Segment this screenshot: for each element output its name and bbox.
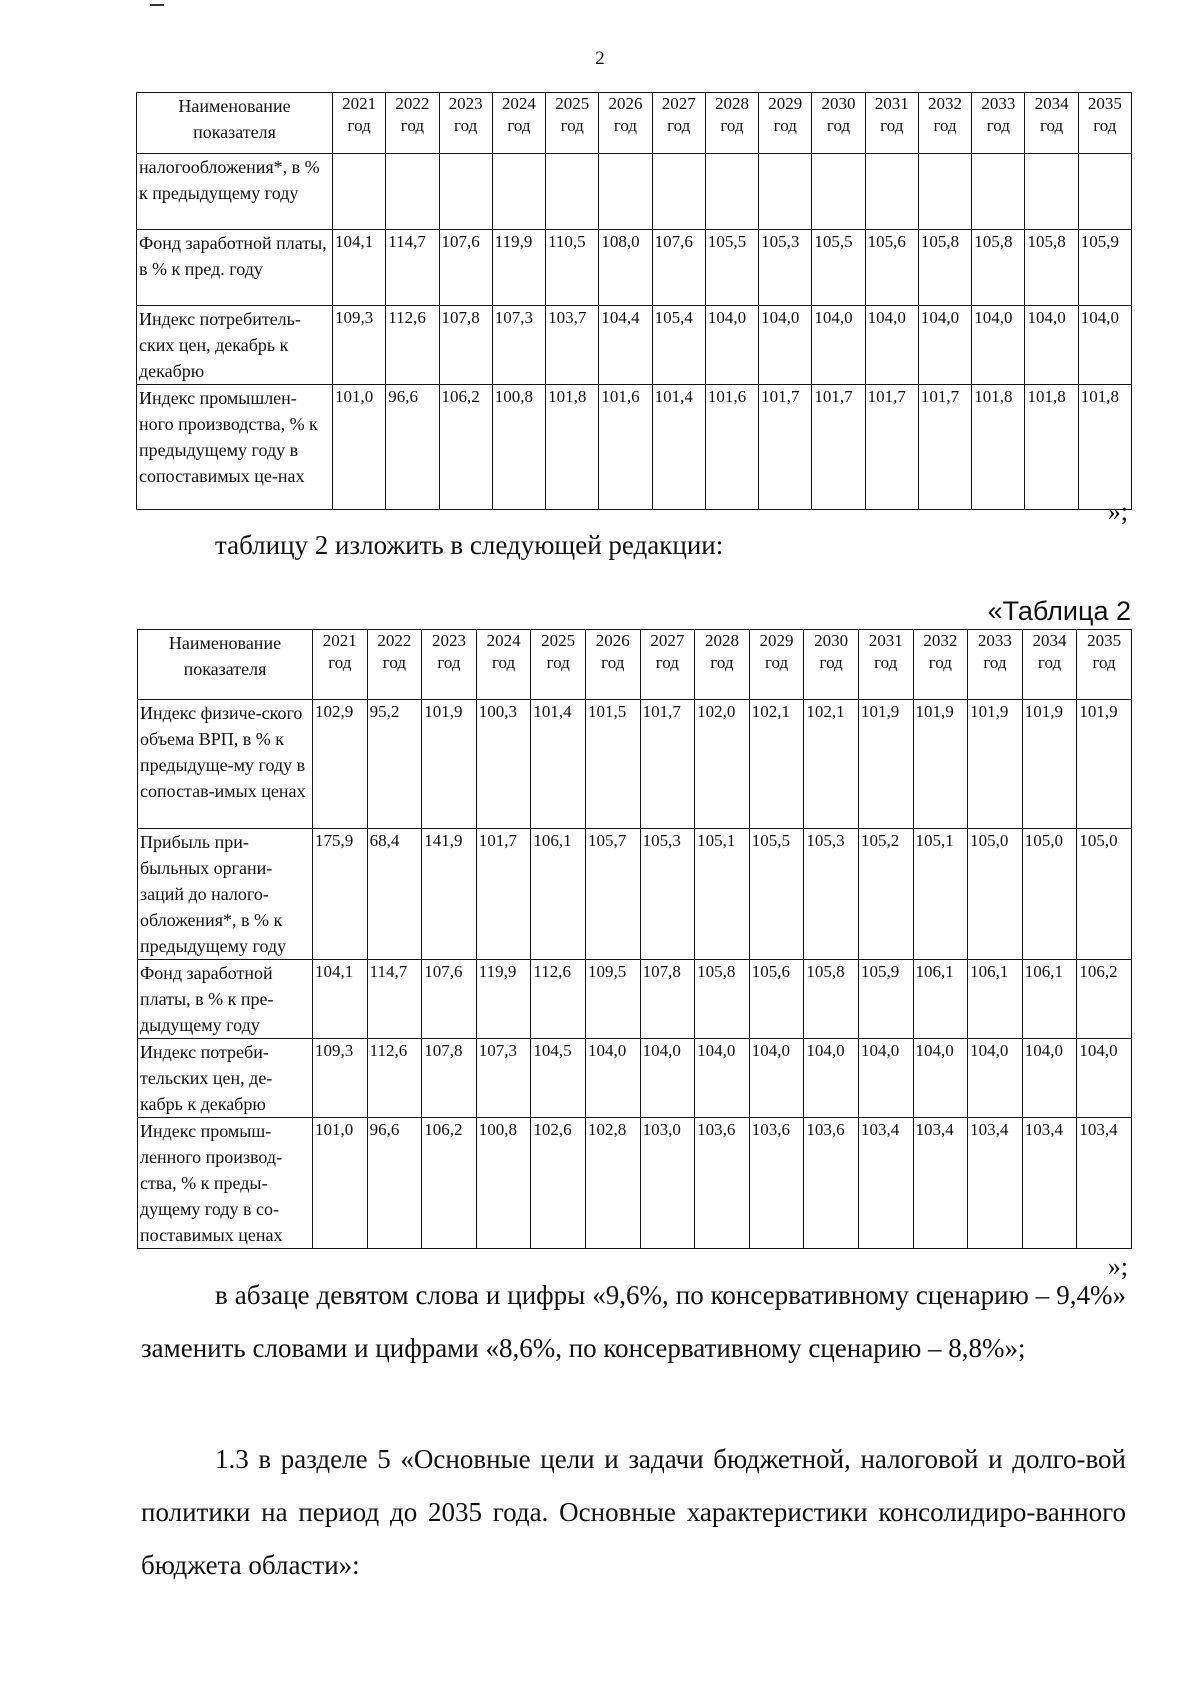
table-cell: 102,1 <box>749 700 804 829</box>
table-row <box>137 306 1132 385</box>
column-header-year: 2022 год <box>386 93 439 154</box>
table-cell: 103,7 <box>546 306 599 385</box>
table-cell: 105,3 <box>759 230 812 306</box>
table-cell: 105,5 <box>812 230 865 306</box>
column-header-year: 2027 год <box>652 93 705 154</box>
row-indicator-name: Индекс физиче-ского объема ВРП, в % к предыдуще-му году в сопостав-имых ценах <box>138 700 313 829</box>
table-cell: 101,9 <box>1077 700 1132 829</box>
table-cell: 101,8 <box>1078 385 1131 510</box>
table-cell: 141,9 <box>422 829 477 960</box>
table-cell <box>812 154 865 230</box>
indicators-table-2 <box>137 629 1132 1249</box>
table-cell: 104,1 <box>313 960 368 1039</box>
column-header-year: 2021 год <box>333 93 386 154</box>
table-cell: 101,4 <box>531 700 586 829</box>
column-header-year: 2032 год <box>918 93 971 154</box>
table-cell: 101,6 <box>599 385 652 510</box>
column-header-year: 2026 год <box>599 93 652 154</box>
table-cell: 104,4 <box>599 306 652 385</box>
table-cell <box>386 154 439 230</box>
table-cell: 101,7 <box>865 385 918 510</box>
table-cell: 101,8 <box>1025 385 1078 510</box>
table-cell: 104,0 <box>918 306 971 385</box>
table-cell: 104,0 <box>865 306 918 385</box>
column-header-year: 2023 год <box>422 630 477 700</box>
row-indicator-name: Индекс промышлен-ного производства, % к предыдущему году в сопоставимых це-нах <box>137 385 333 510</box>
column-header-name: Наименование показателя <box>137 93 333 154</box>
table-cell: 105,6 <box>749 960 804 1039</box>
table-cell: 106,1 <box>968 960 1023 1039</box>
table-cell: 101,6 <box>705 385 758 510</box>
row-indicator-name: Индекс промыш-ленного производ-ства, % к преды-дущему году в со-поставимых ценах <box>138 1118 313 1249</box>
table-cell: 119,9 <box>492 230 545 306</box>
table-cell: 96,6 <box>367 1118 422 1249</box>
table-row <box>137 385 1132 510</box>
table-cell: 106,1 <box>1022 960 1077 1039</box>
table-cell: 103,4 <box>1022 1118 1077 1249</box>
column-header-name: Наименование показателя <box>138 630 313 700</box>
table-row <box>137 154 1132 230</box>
paragraph-replacement: в абзаце девятом слова и цифры «9,6%, по консервативному сценарию – 9,4%» заменить словами и цифрами «8,6%, по консервативному сценарию – 8,8%»; <box>141 1280 1126 1363</box>
table-cell: 112,6 <box>386 306 439 385</box>
table-cell: 101,7 <box>812 385 865 510</box>
column-header-year: 2028 год <box>705 93 758 154</box>
table-cell: 103,6 <box>749 1118 804 1249</box>
table-cell: 100,8 <box>476 1118 531 1249</box>
table-cell: 109,5 <box>585 960 640 1039</box>
table-row <box>137 230 1132 306</box>
table-cell: 107,6 <box>439 230 492 306</box>
table-cell: 105,9 <box>858 960 913 1039</box>
table-cell: 107,8 <box>422 1039 477 1118</box>
table-cell: 101,9 <box>422 700 477 829</box>
intro-text: таблицу 2 изложить в следующей редакции: <box>215 530 724 560</box>
paragraph-section-5: 1.3 в разделе 5 «Основные цели и задачи бюджетной, налоговой и долго-вой политики на период до 2035 года. Основные характеристики консолидиро-ванного бюджета области»: <box>141 1444 1126 1580</box>
table-body <box>138 700 1132 1249</box>
table-cell: 107,8 <box>640 960 695 1039</box>
table-cell: 107,3 <box>492 306 545 385</box>
table-cell: 102,8 <box>585 1118 640 1249</box>
table-cell: 105,7 <box>585 829 640 960</box>
table-row <box>138 1118 1132 1249</box>
table-cell: 105,8 <box>972 230 1025 306</box>
table-cell <box>705 154 758 230</box>
scan-artifact-mark <box>150 0 164 6</box>
table-cell: 104,0 <box>1022 1039 1077 1118</box>
table-cell: 105,8 <box>918 230 971 306</box>
table-cell: 109,3 <box>313 1039 368 1118</box>
table-cell: 101,7 <box>476 829 531 960</box>
table-cell: 104,0 <box>913 1039 968 1118</box>
column-header-year: 2033 год <box>972 93 1025 154</box>
indicators-table-continuation <box>136 92 1132 510</box>
table-cell <box>918 154 971 230</box>
column-header-year: 2030 год <box>804 630 859 700</box>
table-cell: 102,9 <box>313 700 368 829</box>
row-indicator-name: налогообложения*, в % к предыдущему году <box>137 154 333 230</box>
table-cell <box>1025 154 1078 230</box>
table-cell: 101,0 <box>313 1118 368 1249</box>
column-header-year: 2025 год <box>546 93 599 154</box>
table-cell: 103,6 <box>804 1118 859 1249</box>
table-cell: 105,8 <box>804 960 859 1039</box>
table-cell: 103,4 <box>968 1118 1023 1249</box>
table-cell: 110,5 <box>546 230 599 306</box>
table-cell: 105,1 <box>913 829 968 960</box>
table-cell: 101,8 <box>546 385 599 510</box>
table-cell: 104,1 <box>333 230 386 306</box>
table-cell: 101,4 <box>652 385 705 510</box>
column-header-year: 2029 год <box>749 630 804 700</box>
row-indicator-name: Индекс потребитель-ских цен, декабрь к декабрю <box>137 306 333 385</box>
table-header-row <box>137 93 1132 154</box>
table-cell: 106,1 <box>913 960 968 1039</box>
table-cell: 101,7 <box>759 385 812 510</box>
table-cell: 95,2 <box>367 700 422 829</box>
table-cell: 119,9 <box>476 960 531 1039</box>
table-cell: 103,4 <box>913 1118 968 1249</box>
table-cell: 104,0 <box>640 1039 695 1118</box>
table-cell <box>439 154 492 230</box>
table-cell: 112,6 <box>367 1039 422 1118</box>
closing-quote: »; <box>1107 497 1128 526</box>
table-cell <box>865 154 918 230</box>
table-cell: 101,7 <box>918 385 971 510</box>
table-cell: 101,5 <box>585 700 640 829</box>
table-cell: 104,0 <box>759 306 812 385</box>
column-header-year: 2025 год <box>531 630 586 700</box>
column-header-year: 2031 год <box>865 93 918 154</box>
row-indicator-name: Индекс потреби-тельских цен, де-кабрь к декабрю <box>138 1039 313 1118</box>
table-body <box>137 154 1132 510</box>
column-header-year: 2024 год <box>492 93 545 154</box>
table-cell: 101,9 <box>913 700 968 829</box>
row-indicator-name: Фонд заработной платы, в % к пред. году <box>137 230 333 306</box>
table-cell: 106,2 <box>439 385 492 510</box>
column-header-year: 2033 год <box>968 630 1023 700</box>
table-cell <box>972 154 1025 230</box>
table-cell: 104,0 <box>1025 306 1078 385</box>
row-indicator-name: Прибыль при-быльных органи-заций до налого-обложения*, в % к предыдущему году <box>138 829 313 960</box>
table-cell: 106,1 <box>531 829 586 960</box>
table-cell: 100,8 <box>492 385 545 510</box>
table-cell: 102,1 <box>804 700 859 829</box>
table-cell: 103,6 <box>695 1118 750 1249</box>
table-cell: 102,0 <box>695 700 750 829</box>
table-cell: 107,6 <box>652 230 705 306</box>
table-cell: 101,8 <box>972 385 1025 510</box>
table-cell: 105,0 <box>1077 829 1132 960</box>
table-cell: 104,0 <box>705 306 758 385</box>
table-cell: 104,0 <box>804 1039 859 1118</box>
table-cell: 104,0 <box>972 306 1025 385</box>
table-cell: 114,7 <box>386 230 439 306</box>
column-header-year: 2022 год <box>367 630 422 700</box>
table-cell: 109,3 <box>333 306 386 385</box>
table-cell: 106,2 <box>422 1118 477 1249</box>
table-cell: 107,3 <box>476 1039 531 1118</box>
table-cell: 105,3 <box>640 829 695 960</box>
table-row <box>138 1039 1132 1118</box>
table-cell: 104,0 <box>1078 306 1131 385</box>
table-cell: 96,6 <box>386 385 439 510</box>
table-cell <box>546 154 599 230</box>
table-cell: 103,4 <box>1077 1118 1132 1249</box>
table-cell <box>652 154 705 230</box>
table-cell: 104,0 <box>585 1039 640 1118</box>
table-cell: 107,8 <box>439 306 492 385</box>
column-header-year: 2031 год <box>858 630 913 700</box>
column-header-year: 2026 год <box>585 630 640 700</box>
table-cell: 101,9 <box>858 700 913 829</box>
table-cell: 68,4 <box>367 829 422 960</box>
table-cell: 105,5 <box>705 230 758 306</box>
table-cell: 106,2 <box>1077 960 1132 1039</box>
table-row <box>138 700 1132 829</box>
column-header-year: 2024 год <box>476 630 531 700</box>
table-cell: 104,0 <box>812 306 865 385</box>
table-cell: 101,0 <box>333 385 386 510</box>
table-cell: 101,9 <box>968 700 1023 829</box>
closing-quote: »; <box>1107 1252 1128 1281</box>
table-cell: 175,9 <box>313 829 368 960</box>
table-cell: 105,8 <box>1025 230 1078 306</box>
table-cell: 100,3 <box>476 700 531 829</box>
table-cell: 105,2 <box>858 829 913 960</box>
table-cell: 101,7 <box>640 700 695 829</box>
table-cell: 105,0 <box>1022 829 1077 960</box>
table-cell: 105,0 <box>968 829 1023 960</box>
table-cell <box>599 154 652 230</box>
column-header-year: 2029 год <box>759 93 812 154</box>
table-cell: 105,6 <box>865 230 918 306</box>
table-cell: 105,5 <box>749 829 804 960</box>
table-caption: «Таблица 2 <box>987 596 1131 626</box>
table-cell: 108,0 <box>599 230 652 306</box>
column-header-year: 2028 год <box>695 630 750 700</box>
table-cell: 101,9 <box>1022 700 1077 829</box>
table-cell: 104,5 <box>531 1039 586 1118</box>
column-header-year: 2035 год <box>1078 93 1131 154</box>
table-cell: 104,0 <box>1077 1039 1132 1118</box>
page-number: 2 <box>595 48 605 69</box>
table-cell: 112,6 <box>531 960 586 1039</box>
column-header-year: 2027 год <box>640 630 695 700</box>
table-cell: 105,4 <box>652 306 705 385</box>
row-indicator-name: Фонд заработной платы, в % к пре-дыдущему году <box>138 960 313 1039</box>
column-header-year: 2030 год <box>812 93 865 154</box>
table-cell: 103,4 <box>858 1118 913 1249</box>
column-header-year: 2021 год <box>313 630 368 700</box>
table-cell: 103,0 <box>640 1118 695 1249</box>
table-cell <box>333 154 386 230</box>
column-header-year: 2035 год <box>1077 630 1132 700</box>
column-header-year: 2034 год <box>1025 93 1078 154</box>
table-header-row <box>138 630 1132 700</box>
table-cell: 104,0 <box>695 1039 750 1118</box>
table-cell <box>1078 154 1131 230</box>
column-header-year: 2034 год <box>1022 630 1077 700</box>
table-row <box>138 960 1132 1039</box>
table-cell: 104,0 <box>749 1039 804 1118</box>
table-cell: 105,9 <box>1078 230 1131 306</box>
table-cell <box>759 154 812 230</box>
column-header-year: 2023 год <box>439 93 492 154</box>
table-cell: 107,6 <box>422 960 477 1039</box>
table-cell: 114,7 <box>367 960 422 1039</box>
table-cell: 104,0 <box>968 1039 1023 1118</box>
table-cell <box>492 154 545 230</box>
table-cell: 105,1 <box>695 829 750 960</box>
table-cell: 104,0 <box>858 1039 913 1118</box>
table-cell: 105,3 <box>804 829 859 960</box>
table-cell: 102,6 <box>531 1118 586 1249</box>
column-header-year: 2032 год <box>913 630 968 700</box>
table-row <box>138 829 1132 960</box>
table-cell: 105,8 <box>695 960 750 1039</box>
